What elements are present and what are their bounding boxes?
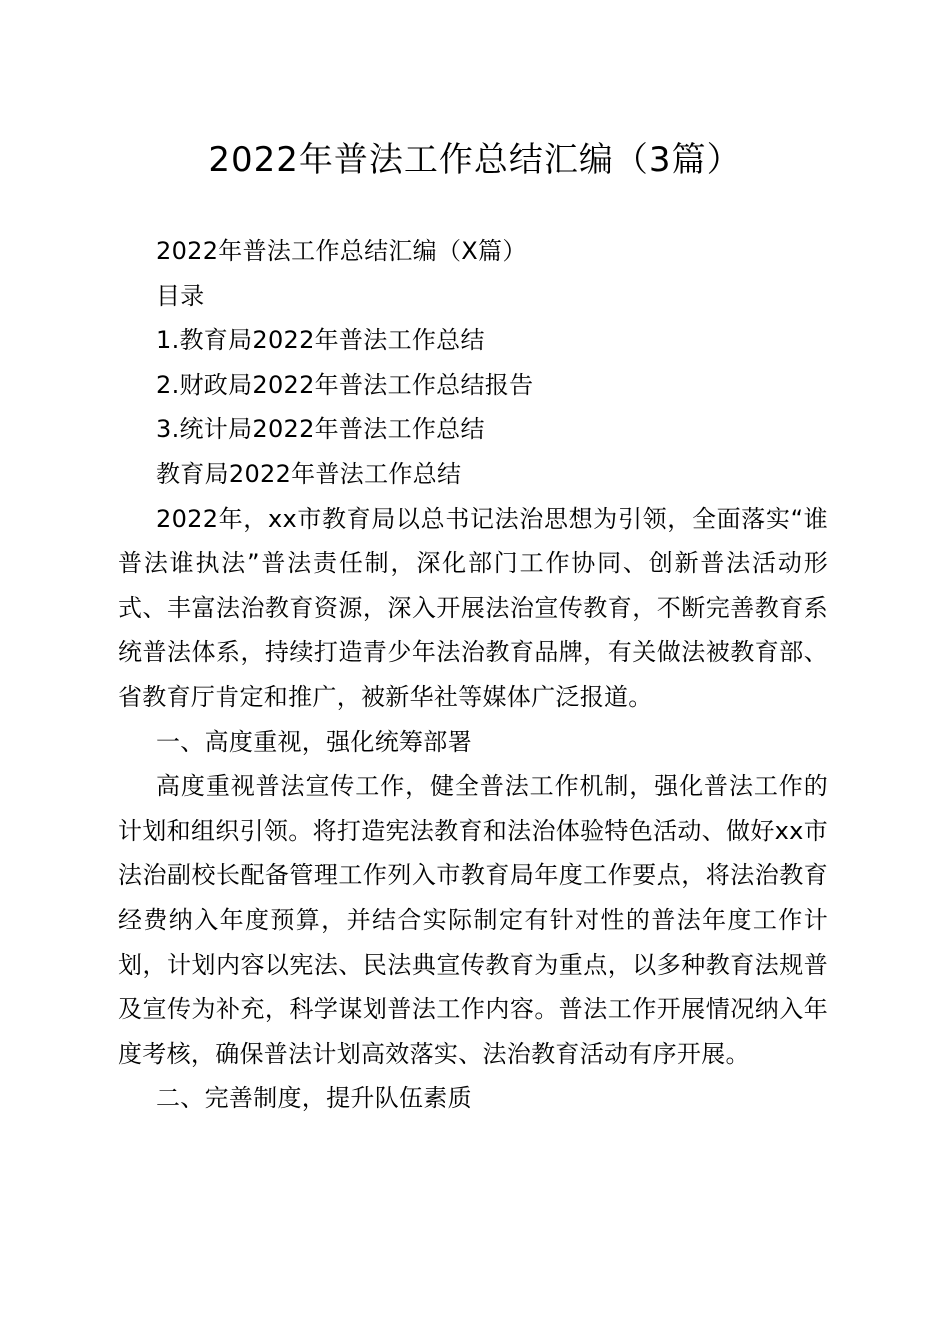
paragraph-compilation-subtitle: 2022年普法工作总结汇编（X篇）	[156, 237, 527, 265]
toc-item-2: 2.财政局2022年普法工作总结报告	[156, 370, 534, 399]
heading-section-2: 二、完善制度，提升队伍素质	[156, 1084, 472, 1113]
document-title: 2022年普法工作总结汇编（3篇）	[208, 140, 742, 180]
toc-item-3: 3.统计局2022年普法工作总结	[156, 415, 485, 444]
document-body	[118, 229, 828, 1121]
paragraph-toc-heading: 目录	[156, 281, 205, 310]
section-title-education-bureau: 教育局2022年普法工作总结	[156, 459, 462, 488]
heading-section-1: 一、高度重视，强化统筹部署	[156, 727, 472, 756]
toc-item-1: 1.教育局2022年普法工作总结	[156, 326, 485, 355]
paragraph-intro: 2022年，xx市教育局以总书记法治思想为引领，全面落实“谁普法谁执法”普法责任制，深化部门工作协同、创新普法活动形式、丰富法治教育资源，深入开展法治宣传教育，不断完善教育系统普法体系，持续打造青少年法治教育品牌，有关做法被教育部、省教育厅肯定和推广，被新华社等媒体广泛报道。	[118, 504, 828, 711]
paragraph-section-1: 高度重视普法宣传工作，健全普法工作机制，强化普法工作的计划和组织引领。将打造宪法教育和法治体验特色活动、做好xx市法治副校长配备管理工作列入市教育局年度工作要点，将法治教育经费纳入年度预算，并结合实际制定有针对性的普法年度工作计划，计划内容以宪法、民法典宣传教育为重点，以多种教育法规普及宣传为补充，科学谋划普法工作内容。普法工作开展情况纳入年度考核，确保普法计划高效落实、法治教育活动有序开展。	[118, 772, 828, 1068]
